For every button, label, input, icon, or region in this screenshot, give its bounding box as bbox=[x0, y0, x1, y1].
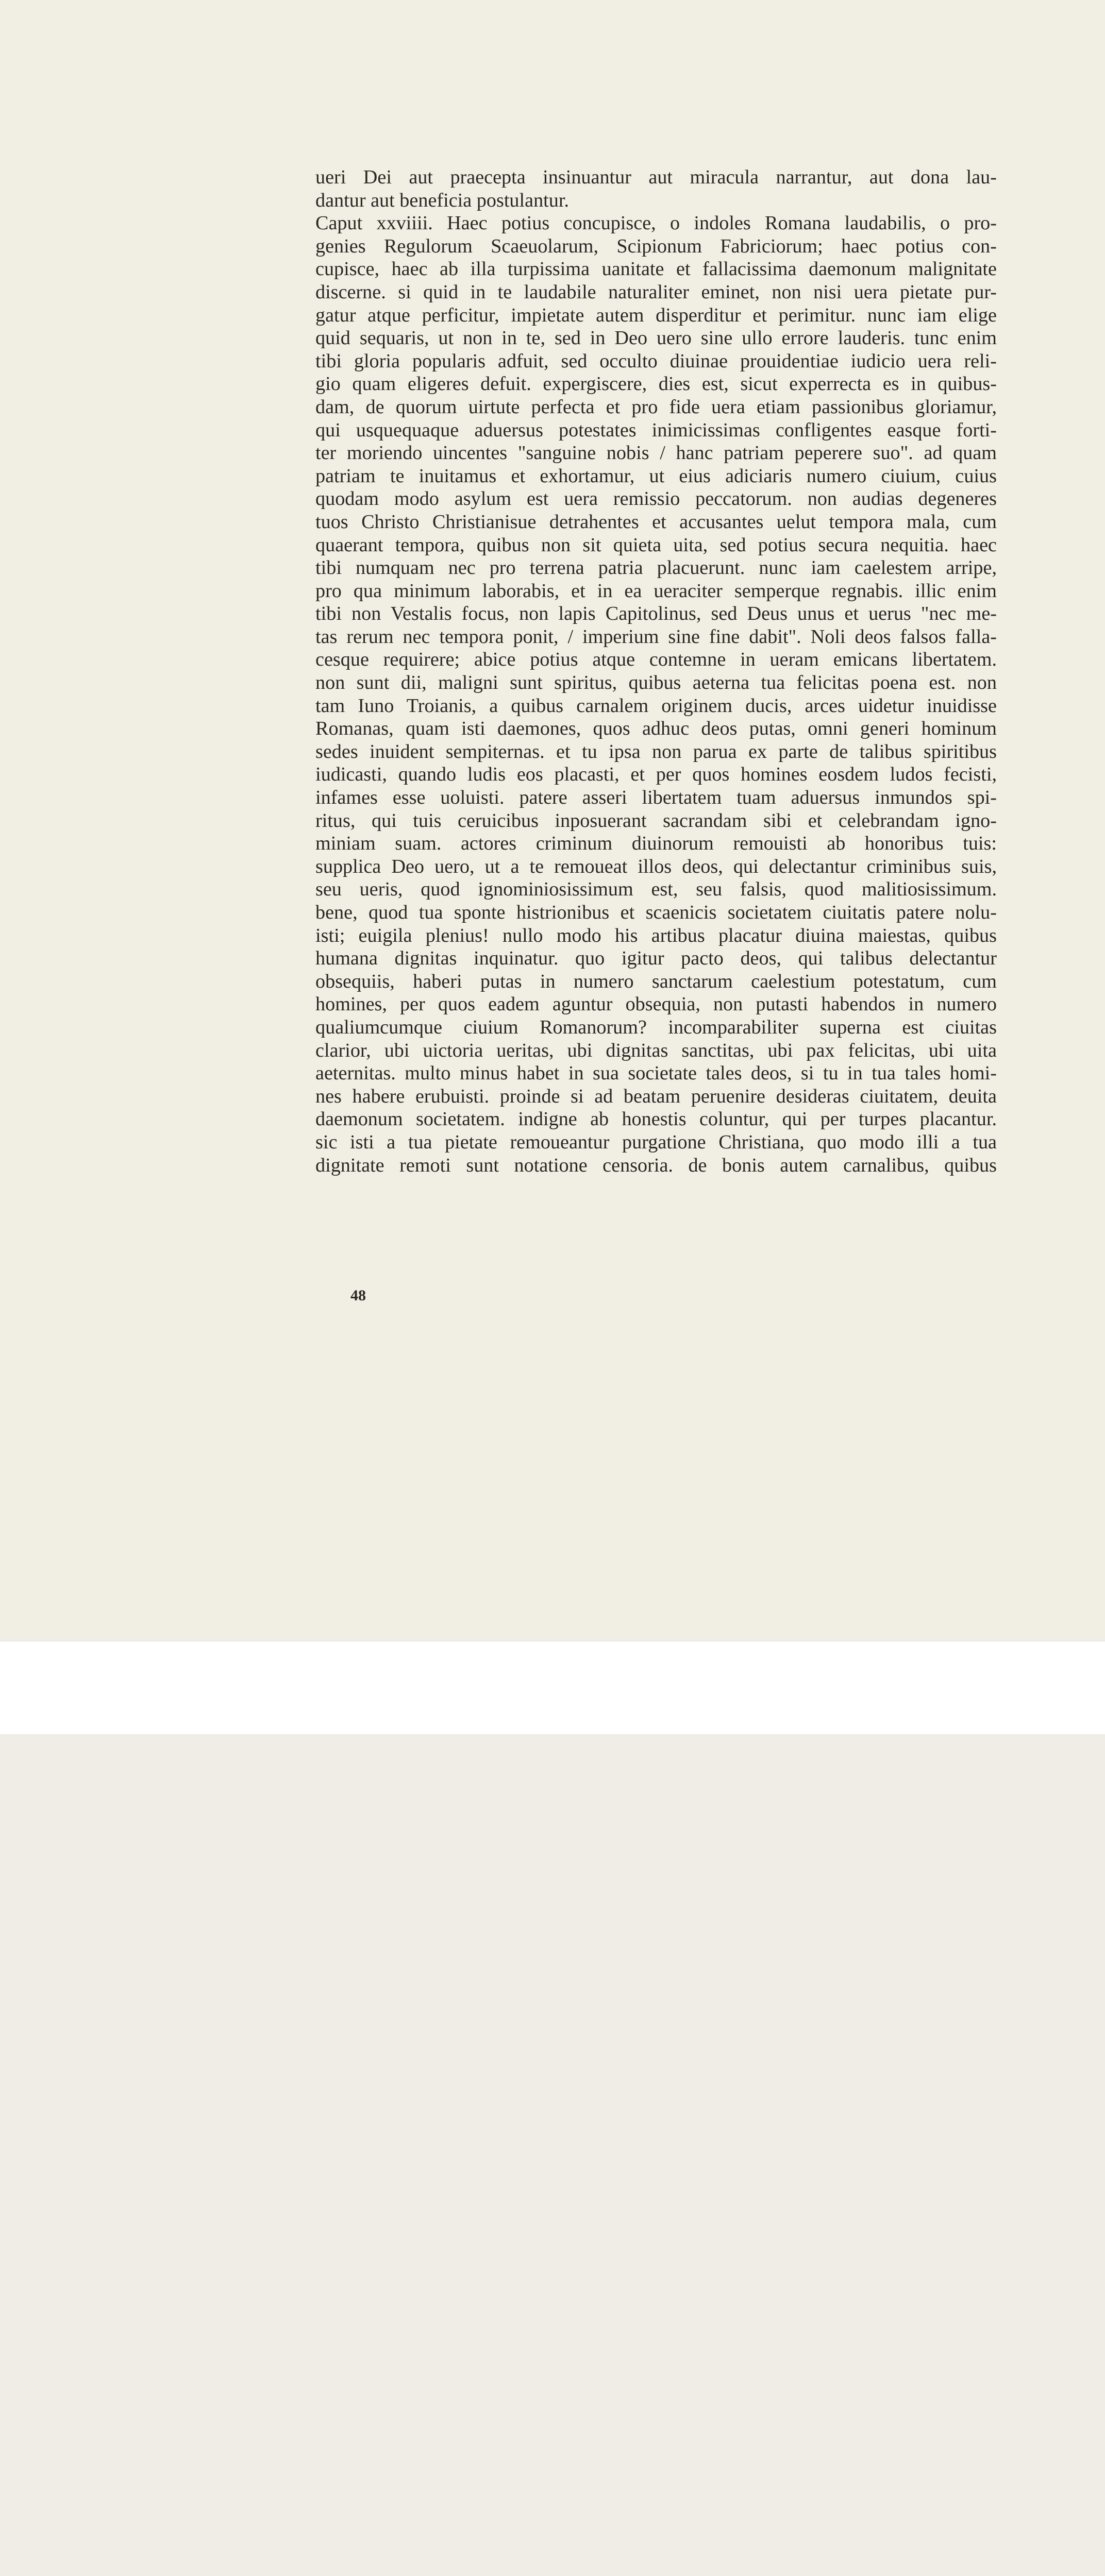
text-line: supplica Deo uero, ut a te remoueat illos deos, qui delectantur criminibus suis, bbox=[315, 855, 997, 877]
text-line: tuos Christo Christianisue detrahentes et accusantes uelut tempora mala, cum bbox=[315, 511, 997, 533]
text-line: qui usquequaque aduersus potestates inimicissimas confligentes easque forti- bbox=[315, 419, 997, 441]
text-line: tibi gloria popularis adfuit, sed occulto diuinae prouidentiae iudicio uera reli- bbox=[315, 350, 997, 372]
text-line: sic isti a tua pietate remoueantur purgatione Christiana, quo modo illi a tua bbox=[315, 1131, 997, 1153]
text-line: aeternitas. multo minus habet in sua societate tales deos, si tu in tua tales homi- bbox=[315, 1062, 997, 1084]
text-line: tas rerum nec tempora ponit, / imperium sine fine dabit". Noli deos falsos falla- bbox=[315, 625, 997, 648]
body-text bbox=[315, 166, 997, 1177]
text-line: non sunt dii, maligni sunt spiritus, quibus aeterna tua felicitas poena est. non bbox=[315, 672, 997, 694]
text-line: seu ueris, quod ignominiosissimum est, seu falsis, quod malitiosissimum. bbox=[315, 878, 997, 901]
text-line: nes habere erubuisti. proinde si ad beatam peruenire desideras ciuitatem, deuita bbox=[315, 1085, 997, 1107]
text-line: pro qua minimum laborabis, et in ea ueraciter semperque regnabis. illic enim bbox=[315, 580, 997, 602]
text-line: cupisce, haec ab illa turpissima uanitate et fallacissima daemonum malignitate bbox=[315, 258, 997, 280]
text-line: sedes inuident sempiternas. et tu ipsa non parua ex parte de talibus spiritibus bbox=[315, 740, 997, 762]
text-line: tam Iuno Troianis, a quibus carnalem originem ducis, arces uidetur inuidisse bbox=[315, 694, 997, 717]
text-line: daemonum societatem. indigne ab honestis coluntur, qui per turpes placantur. bbox=[315, 1108, 997, 1130]
text-line: clarior, ubi uictoria ueritas, ubi dignitas sanctitas, ubi pax felicitas, ubi uita bbox=[315, 1039, 997, 1061]
text-line: homines, per quos eadem aguntur obsequia, non putasti habendos in numero bbox=[315, 993, 997, 1015]
text-line: tibi numquam nec pro terrena patria placuerunt. nunc iam caelestem arripe, bbox=[315, 557, 997, 579]
text-line: quodam modo asylum est uera remissio peccatorum. non audias degeneres bbox=[315, 488, 997, 510]
page-number: 48 bbox=[350, 1287, 366, 1304]
text-line: tibi non Vestalis focus, non lapis Capitolinus, sed Deus unus et uerus "nec me- bbox=[315, 603, 997, 625]
footer-bar bbox=[0, 1641, 1105, 1734]
text-line: Caput xxviiii. Haec potius concupisce, o indoles Romana laudabilis, o pro- bbox=[315, 212, 997, 234]
text-line: iudicasti, quando ludis eos placasti, et per quos homines eosdem ludos fecisti, bbox=[315, 764, 997, 786]
text-line: ter moriendo uincentes "sanguine nobis / hanc patriam peperere suo". ad quam bbox=[315, 442, 997, 464]
text-line: gio quam eligeres defuit. expergiscere, dies est, sicut experrecta es in quibus- bbox=[315, 373, 997, 395]
text-line: ueri Dei aut praecepta insinuantur aut miracula narrantur, aut dona lau- bbox=[315, 166, 997, 188]
text-line: qualiumcumque ciuium Romanorum? incomparabiliter superna est ciuitas bbox=[315, 1016, 997, 1038]
text-line: miniam suam. actores criminum diuinorum remouisti ab honoribus tuis: bbox=[315, 833, 997, 855]
text-line: dantur aut beneficia postulantur. bbox=[315, 189, 570, 211]
text-line: discerne. si quid in te laudabile naturaliter eminet, non nisi uera pietate pur- bbox=[315, 281, 997, 303]
text-line: Romanas, quam isti daemones, quos adhuc deos putas, omni generi hominum bbox=[315, 718, 997, 740]
text-line: ritus, qui tuis ceruicibus inposuerant sacrandam sibi et celebrandam igno- bbox=[315, 809, 997, 832]
text-line: genies Regulorum Scaeuolarum, Scipionum Fabriciorum; haec potius con- bbox=[315, 235, 997, 257]
text-line: humana dignitas inquinatur. quo igitur pacto deos, qui talibus delectantur bbox=[315, 947, 997, 970]
text-line: bene, quod tua sponte histrionibus et scaenicis societatem ciuitatis patere nolu- bbox=[315, 902, 997, 923]
text-line: infames esse uoluisti. patere asseri libertatem tuam aduersus inmundos spi- bbox=[315, 787, 997, 809]
text-line: cesque requirere; abice potius atque contemne in ueram emicans libertatem. bbox=[315, 649, 997, 671]
text-line: quaerant tempora, quibus non sit quieta uita, sed potius secura nequitia. haec bbox=[315, 534, 997, 556]
text-line: dignitate remoti sunt notatione censoria. de bonis autem carnalibus, quibus bbox=[315, 1154, 997, 1176]
text-line: gatur atque perficitur, impietate autem disperditur et perimitur. nunc iam elige bbox=[315, 304, 997, 326]
text-line: quid sequaris, ut non in te, sed in Deo uero sine ullo errore lauderis. tunc enim bbox=[315, 327, 997, 349]
text-line: patriam te inuitamus et exhortamur, ut eius adiciaris numero ciuium, cuius bbox=[315, 465, 997, 487]
text-line: dam, de quorum uirtute perfecta et pro fide uera etiam passionibus gloriamur, bbox=[315, 396, 997, 418]
text-line: obsequiis, haberi putas in numero sanctarum caelestium potestatum, cum bbox=[315, 970, 997, 992]
text-line: isti; euigila plenius! nullo modo his artibus placatur diuina maiestas, quibus bbox=[315, 924, 997, 946]
